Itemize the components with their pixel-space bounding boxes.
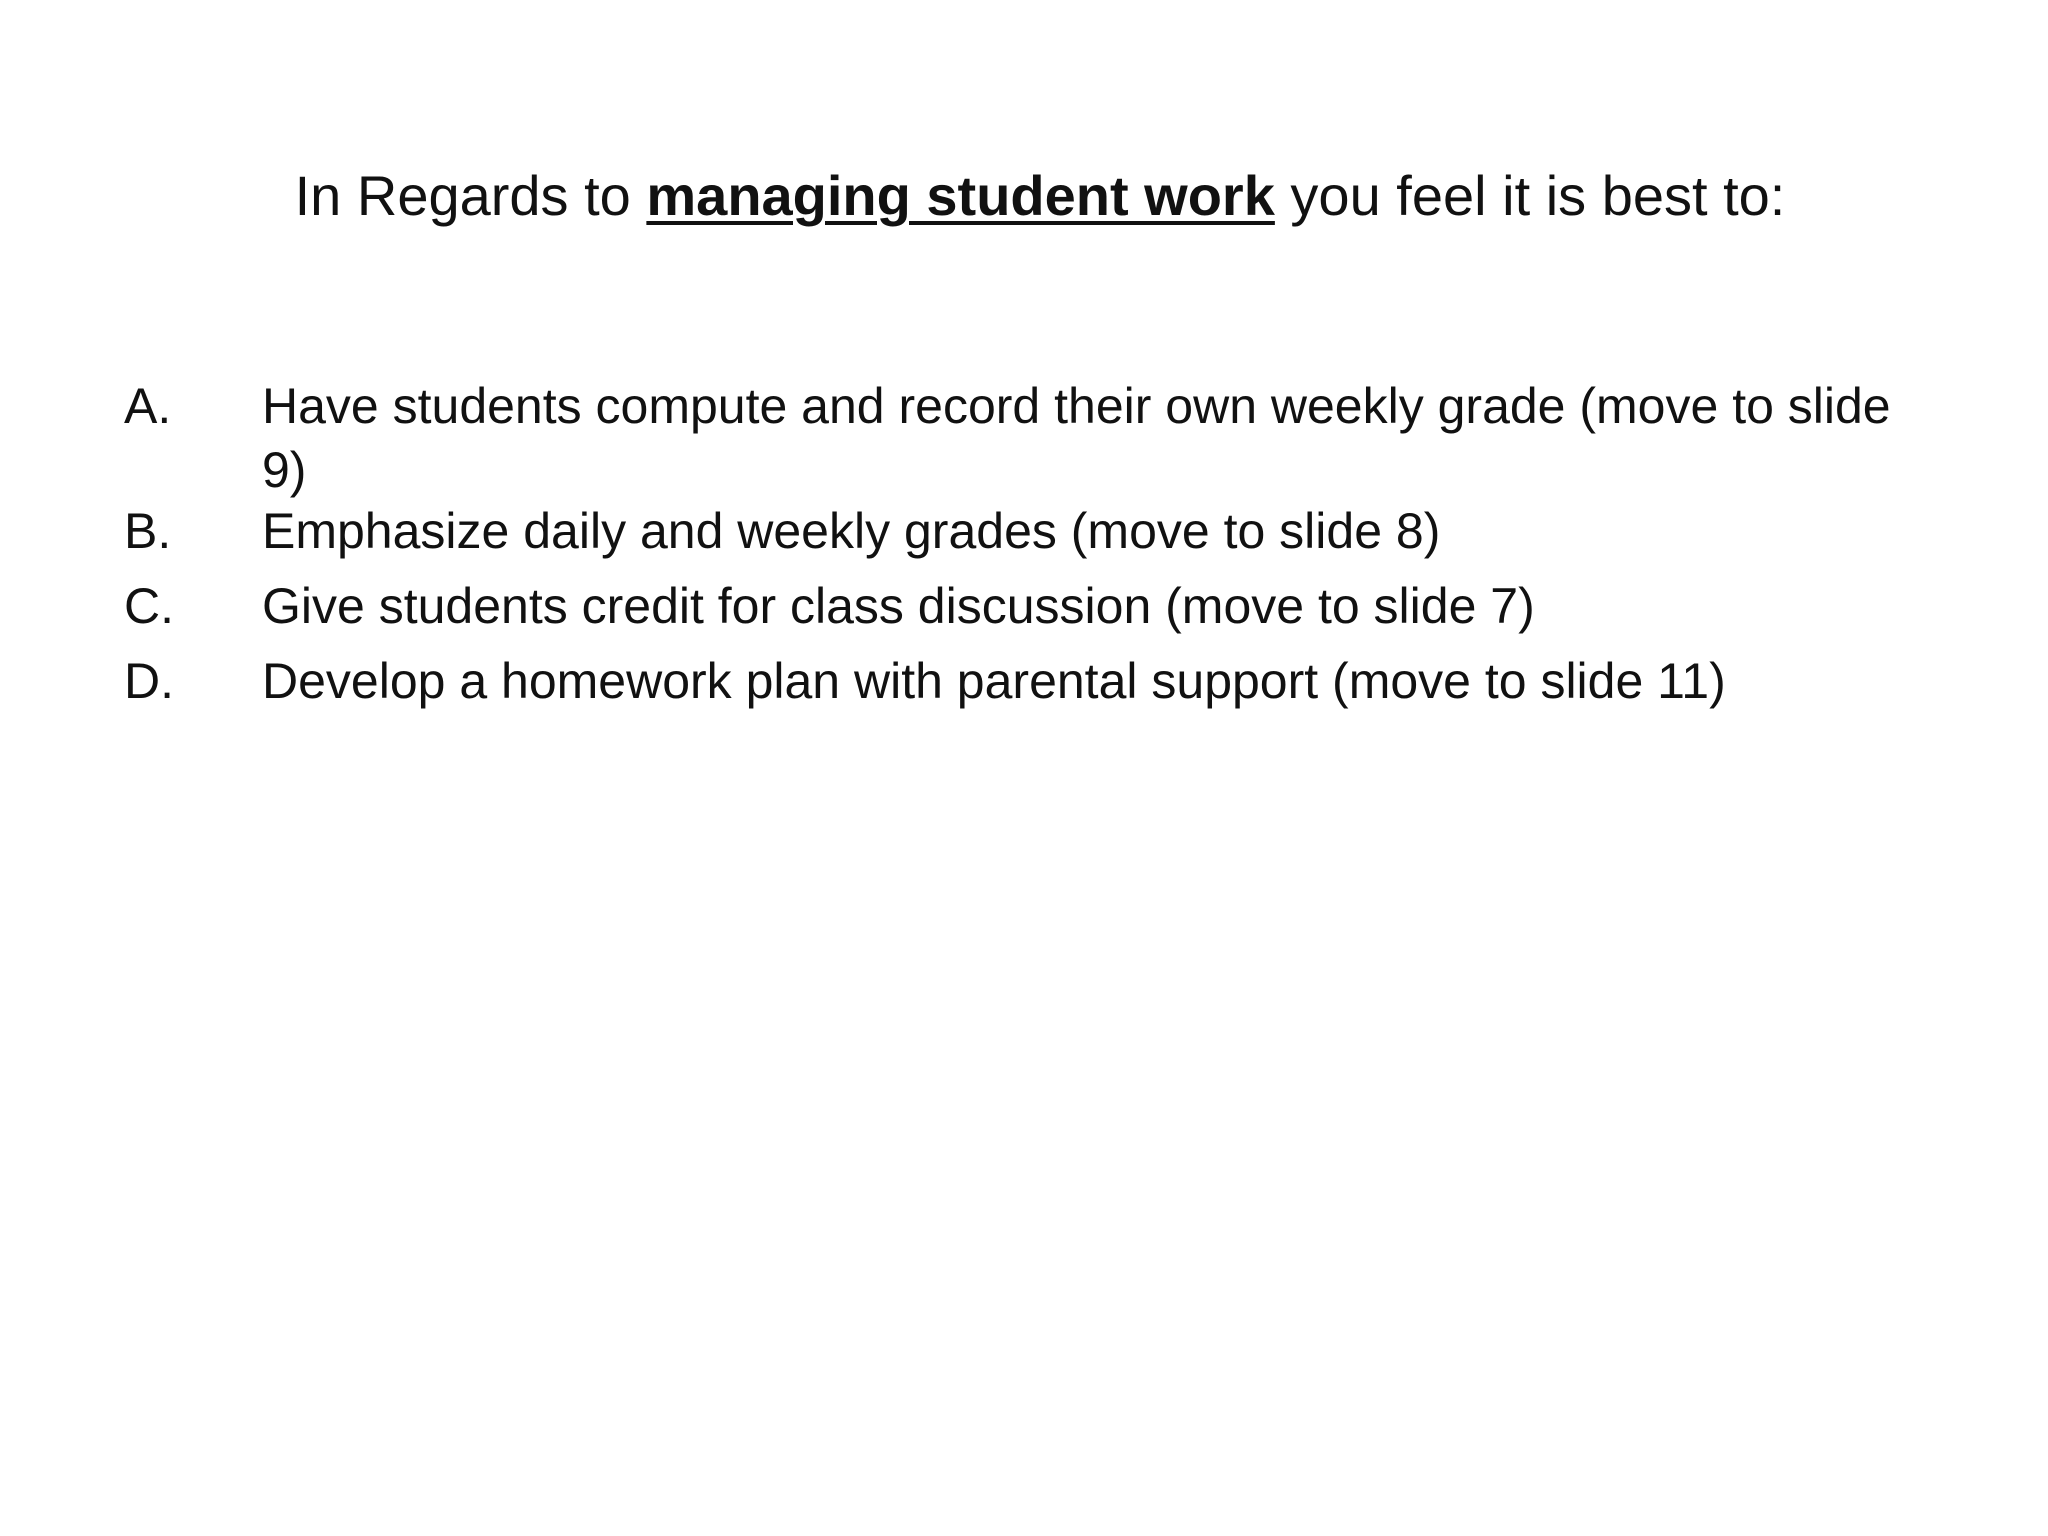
answer-options-list bbox=[124, 374, 1964, 713]
option-text: Give students credit for class discussion (move to slide 7) bbox=[262, 578, 1535, 634]
option-d[interactable] bbox=[124, 649, 1964, 713]
option-c[interactable] bbox=[124, 574, 1964, 638]
option-text-line2: 9) bbox=[262, 442, 307, 498]
title-suffix: you feel it is best to: bbox=[1274, 164, 1786, 227]
option-letter: C. bbox=[124, 578, 174, 634]
title-emphasis: managing student work bbox=[646, 164, 1275, 227]
option-letter: B. bbox=[124, 503, 172, 559]
option-letter: A. bbox=[124, 378, 172, 434]
option-a[interactable] bbox=[124, 374, 1964, 502]
slide-title bbox=[0, 158, 2048, 234]
option-text: Emphasize daily and weekly grades (move to slide 8) bbox=[262, 503, 1441, 559]
option-b[interactable] bbox=[124, 499, 1964, 563]
option-letter: D. bbox=[124, 653, 174, 709]
option-text bbox=[262, 374, 1964, 502]
title-prefix: In Regards to bbox=[294, 164, 647, 227]
option-text-line1: Have students compute and record their own weekly grade (move to slide bbox=[262, 378, 1891, 434]
option-text: Develop a homework plan with parental support (move to slide 11) bbox=[262, 653, 1726, 709]
